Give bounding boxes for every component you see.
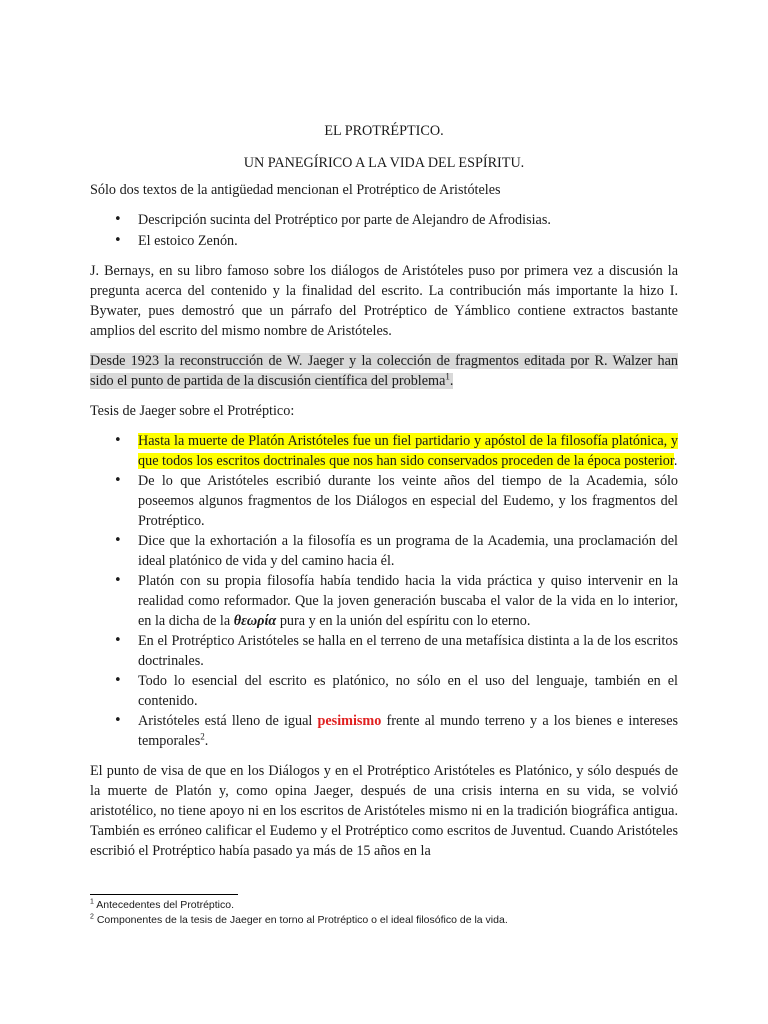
jaeger-heading: Tesis de Jaeger sobre el Protréptico: — [90, 403, 295, 419]
greek-term: θεωρία — [233, 613, 277, 629]
emphasis-text: pesimismo — [317, 713, 382, 729]
thesis-list — [90, 431, 678, 751]
highlighted-text: Desde 1923 la reconstrucción de W. Jaeger y la colección de fragmentos editada por R. Walzer han sido el punto de partida de la discusión científica del problema$^1$. — [90, 353, 678, 389]
list-item: • En el Protréptico Aristóteles se halla en el terreno de una metafísica distinta a la de los escritos doctrinales. — [90, 631, 678, 671]
sources-list — [90, 210, 678, 251]
highlighted-text: Hasta la muerte de Platón Aristóteles fue un fiel partidario y apóstol de la filosofía platónica, y que todos los escritos doctrinales que nos han sido conservados proceden de la época posterior — [138, 433, 678, 469]
list-item: • Hasta la muerte de Platón Aristóteles fue un fiel partidario y apóstol de la filosofía platónica, y que todos los escritos doctrinales que nos han sido conservados proceden de la época posterior. — [90, 431, 678, 471]
list-item: • Aristóteles está lleno de igual pesimismo frente al mundo terreno y a los bienes e intereses temporales$^2$. — [90, 711, 678, 751]
intro-paragraph: Sólo dos textos de la antigüedad mencionan el Protréptico de Aristóteles — [90, 182, 501, 198]
list-item: • El estoico Zenón. — [90, 231, 678, 251]
list-item: • Descripción sucinta del Protréptico por parte de Alejandro de Afrodisias. — [90, 210, 678, 230]
footnote-ref-1[interactable]: 1 — [445, 371, 450, 382]
footnote: $^2$ Componentes de la tesis de Jaeger en torno al Protréptico o el ideal filosófico de la vida. — [90, 913, 508, 926]
document-subtitle: UN PANEGÍRICO A LA VIDA DEL ESPÍRITU. — [243, 155, 525, 171]
final-paragraph: El punto de visa de que en los Diálogos y en el Protréptico Aristóteles es Platónico, y sólo después de la muerte de Platón y, como opina Jaeger, después de una crisis interna en su vida, se volvió aristotélico, no tiene apoyo ni en los escritos de Aristóteles mismo ni en la tradición biográfica antigua. También es erróneo calificar el Eudemo y el Protréptico como escritos de Juventud. Cuando Aristóteles escribió el Protréptico había pasado ya más de 15 años en la — [90, 763, 678, 859]
list-item: • De lo que Aristóteles escribió durante los veinte años del tiempo de la Academia, sólo poseemos algunos fragmentos de los Diálogos en especial del Eudemo, y los fragmentos del Protréptico. — [90, 471, 678, 531]
bernays-paragraph: J. Bernays, en su libro famoso sobre los diálogos de Aristóteles puso por primera vez a discusión la pregunta acerca del contenido y la finalidad del escrito. La contribución más importante la hizo I. Bywater, pues demostró que un párrafo del Protréptico de Yámblico contiene extractos bastante amplios del escrito del mismo nombre de Aristóteles. — [90, 263, 678, 339]
jaeger-walzer-paragraph — [90, 351, 678, 391]
document-title: EL PROTRÉPTICO. — [324, 123, 444, 139]
document-body — [90, 121, 678, 861]
list-item: • Platón con su propia filosofía había tendido hacia la vida práctica y quiso intervenir en la realidad como reformador. Que la joven generación buscaba el valor de la vida en lo interior, en la dicha de la θεωρία pura y en la unión del espíritu con lo eterno. — [90, 571, 678, 631]
list-item: • Dice que la exhortación a la filosofía es un programa de la Academia, una proclamación del ideal platónico de vida y del camino hacia él. — [90, 531, 678, 571]
footnote: $^1$ Antecedentes del Protréptico. — [90, 898, 235, 911]
list-item: • Todo lo esencial del escrito es platónico, no sólo en el uso del lenguaje, también en el contenido. — [90, 671, 678, 711]
footnote-divider — [90, 894, 238, 895]
footnote-ref-2[interactable]: 2 — [200, 731, 205, 742]
footnotes — [90, 898, 690, 928]
